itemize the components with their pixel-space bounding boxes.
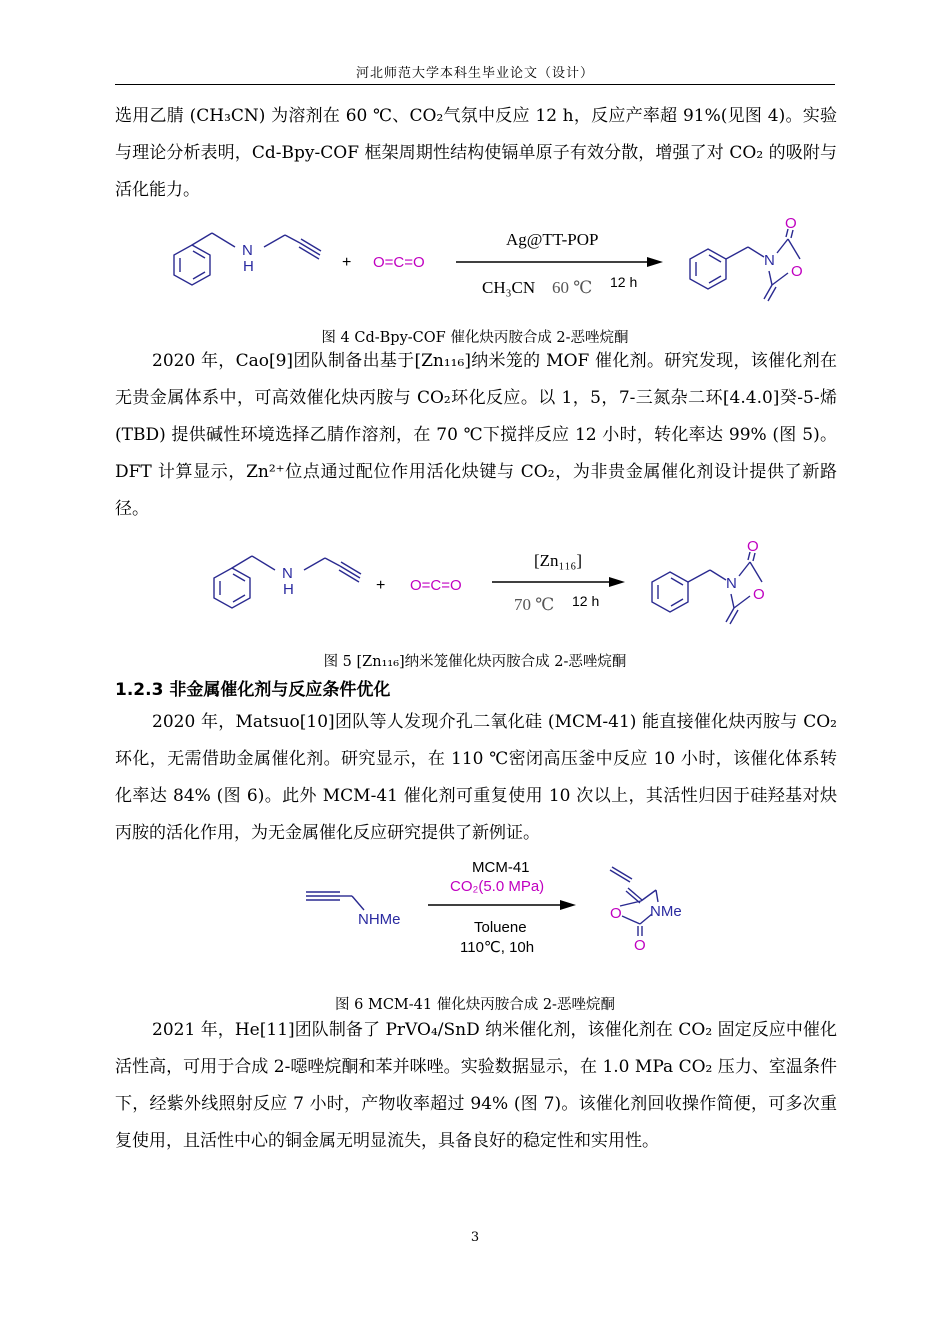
amine-h-label-5: H — [283, 581, 294, 598]
nhme-label: NHMe — [358, 911, 401, 928]
temperature-label-5: 70 ℃ — [514, 595, 555, 614]
reaction-scheme-5 — [200, 538, 820, 638]
arrow-head — [647, 257, 663, 267]
amine-h-label: H — [243, 258, 254, 275]
ring-o-label-6: O — [610, 905, 622, 922]
toluene-label: Toluene — [474, 919, 527, 936]
figure-4-caption: 图 4 Cd-Bpy-COF 催化炔丙胺合成 2-恶唑烷酮 — [321, 330, 629, 346]
figure-6-caption: 图 6 MCM-41 催化炔丙胺合成 2-恶唑烷酮 — [335, 997, 615, 1013]
arrow-head-5 — [609, 577, 625, 587]
paragraph-2: 2020 年，Cao[9]团队制备出基于[Zn₁₁₆]纳米笼的 MOF 催化剂。研究发现，该催化剂在无贵金属体系中，可高效催化炔丙胺与 CO₂环化反应。以 1，5，7-三氮杂二环[4.4.0]癸-5-烯 (TBD) 提供碱性环境选择乙腈作溶剂，在 70 ℃下搅拌反应 12 小时，转化率达 99% (图 5)。DFT 计算显示，Zn²⁺位点通过配位作用活化炔键与 CO₂，为非贵金属催化剂设计提供了新路径。 — [115, 351, 837, 519]
carbonyl-o-label-6: O — [634, 937, 646, 954]
section-heading: 1.2.3 非金属催化剂与反应条件优化 — [115, 680, 391, 700]
oxazolidinone-structure-5 — [652, 552, 762, 624]
plus-sign-5: + — [376, 577, 386, 594]
ring-o-label-5: O — [753, 586, 765, 603]
conditions-label: 110℃, 10h — [460, 939, 535, 956]
ring-n-label: N — [764, 252, 775, 269]
paragraph-1: 选用乙腈 (CH₃CN) 为溶剂在 60 ℃、CO₂气氛中反应 12 h，反应产率超 91%(见图 4)。实验与理论分析表明，Cd-Bpy-COF 框架周期性结构使镉单原子有效分散，增强了对 CO₂ 的吸附与活化能力。 — [115, 106, 837, 200]
header-rule — [115, 84, 835, 85]
figure-5-caption: 图 5 [Zn₁₁₆]纳米笼催化炔丙胺合成 2-恶唑烷酮 — [323, 654, 627, 670]
carbonyl-o-label: O — [785, 215, 797, 232]
time-label-5: 12 h — [572, 593, 600, 609]
amine-n-label-5: N — [282, 565, 293, 582]
time-label: 12 h — [610, 274, 638, 290]
co2-pressure-label: CO₂(5.0 MPa) — [450, 878, 545, 895]
oxazolidinone-structure — [690, 229, 800, 301]
co2-formula: O=C=O — [373, 254, 425, 271]
ring-n-label-5: N — [726, 575, 737, 592]
n-methyl-oxazolidinone-structure — [610, 867, 658, 936]
page-number: 3 — [470, 1230, 480, 1245]
mcm41-label: MCM-41 — [472, 859, 530, 876]
arrow-head-6 — [560, 900, 576, 910]
temperature-label: 60 ℃ — [552, 278, 593, 297]
reaction-scheme-6 — [300, 858, 700, 958]
catalyst-label: Ag@TT-POP — [506, 230, 599, 249]
amine-n-label: N — [242, 242, 253, 259]
n-methylpropargylamine-structure — [306, 892, 364, 910]
nme-label: NMe — [650, 903, 682, 920]
paragraph-4: 2021 年，He[11]团队制备了 PrVO₄/SnD 纳米催化剂，该催化剂在 CO₂ 固定反应中催化活性高，可用于合成 2-噁唑烷酮和苯并咪唑。实验数据显示，在 1.0 MPa CO₂ 压力、室温条件下，经紫外线照射反应 7 小时，产物收率超过 94% (图 7)。该催化剂回收操作简便，可多次重复使用，且活性中心的铜金属无明显流失，具备良好的稳定性和实用性。 — [115, 1020, 837, 1151]
solvent-label: CH₃CN — [482, 278, 536, 297]
zn-catalyst-label: [Zn₁₁₆] — [534, 551, 582, 570]
reaction-scheme-4 — [160, 215, 820, 315]
carbonyl-o-label-5: O — [747, 538, 759, 555]
running-header: 河北师范大学本科生毕业论文（设计） — [355, 66, 594, 81]
paragraph-3: 2020 年，Matsuo[10]团队等人发现介孔二氧化硅 (MCM-41) 能直接催化炔丙胺与 CO₂ 环化，无需借助金属催化剂。研究显示，在 110 ℃密闭高压釜中反应 10 小时，该催化体系转化率达 84% (图 6)。此外 MCM-41 催化剂可重复使用 10 次以上，其活性归因于硅羟基对炔丙胺的活化作用，为无金属催化反应研究提供了新例证。 — [115, 712, 837, 843]
co2-formula-5: O=C=O — [410, 577, 462, 594]
ring-o-label: O — [791, 263, 803, 280]
plus-sign: + — [342, 254, 352, 271]
